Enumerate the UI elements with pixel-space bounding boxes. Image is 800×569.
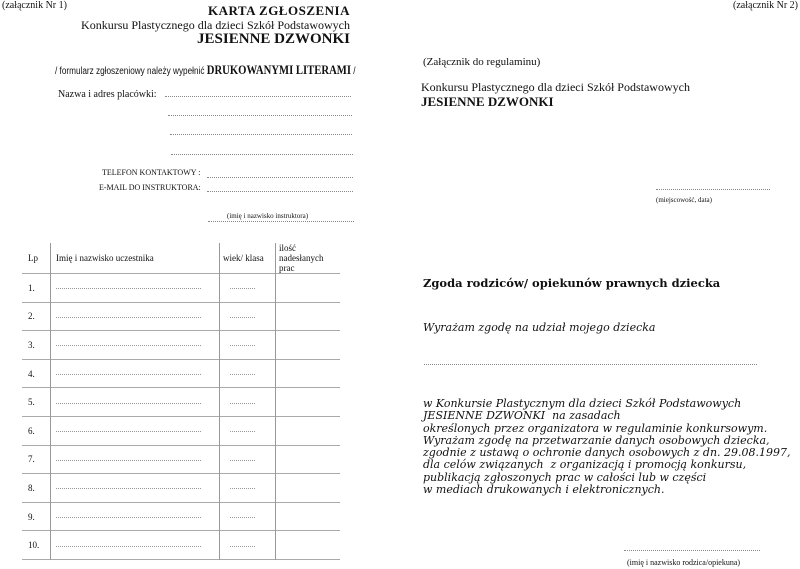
participant-name-cell[interactable] [51, 274, 220, 303]
participant-name-line[interactable] [56, 374, 201, 375]
instruction-prefix: / formularz zgłoszeniowy należy wypełnić [55, 66, 207, 77]
table-row [22, 531, 340, 560]
phone-field-line[interactable] [207, 177, 353, 178]
row-number: 2. [28, 311, 35, 322]
participant-name-line[interactable] [56, 517, 201, 518]
consent-subtitle: Konkursu Plastycznego dla dzieci Szkół Podstawowych [421, 80, 690, 94]
institution-label: Nazwa i adres placówki: [58, 89, 157, 100]
age-class-line[interactable] [230, 460, 255, 461]
participant-name-line[interactable] [56, 317, 201, 318]
instruction-suffix: / [350, 66, 356, 77]
age-class-line[interactable] [230, 345, 255, 346]
works-count-cell[interactable] [276, 445, 341, 474]
participant-name-cell[interactable] [51, 474, 220, 503]
row-number: 9. [28, 511, 35, 522]
parent-signature-line[interactable] [624, 550, 760, 551]
table-row [22, 416, 340, 445]
age-class-line[interactable] [230, 288, 255, 289]
table-header-row [22, 243, 340, 274]
age-class-cell[interactable] [220, 502, 276, 531]
age-class-line[interactable] [230, 317, 255, 318]
age-class-line[interactable] [230, 517, 255, 518]
age-class-cell[interactable] [220, 388, 276, 417]
consent-intro: Wyrażam zgodę na udział mojego dziecka [423, 321, 656, 334]
place-date-field-line[interactable] [656, 189, 770, 190]
table-row [22, 502, 340, 531]
participant-name-line[interactable] [56, 431, 201, 432]
participant-name-cell[interactable] [51, 416, 220, 445]
participant-name-cell[interactable] [51, 502, 220, 531]
works-count-cell[interactable] [276, 331, 341, 360]
table-row [22, 388, 340, 417]
attachment-label-1: (załącznik Nr 1) [2, 0, 67, 11]
works-count-cell[interactable] [276, 474, 341, 503]
consent-contest-name: JESIENNE DZWONKI [421, 94, 554, 109]
participant-name-cell[interactable] [51, 445, 220, 474]
annex-label: (Załącznik do regulaminu) [423, 56, 541, 68]
age-class-line[interactable] [230, 546, 255, 547]
table-row [22, 274, 340, 303]
participant-name-line[interactable] [56, 345, 201, 346]
institution-field-line-4[interactable] [171, 154, 353, 155]
participant-name-line[interactable] [56, 403, 201, 404]
header-age-class: wiek/ klasa [220, 243, 276, 274]
fill-instruction [55, 62, 356, 78]
participant-name-line[interactable] [56, 460, 201, 461]
phone-label: TELEFON KONTAKTOWY : [102, 168, 201, 177]
participant-name-cell[interactable] [51, 359, 220, 388]
works-count-cell[interactable] [276, 274, 341, 303]
age-class-cell[interactable] [220, 531, 276, 560]
attachment-label-2: (załącznik Nr 2) [733, 0, 798, 11]
participant-name-line[interactable] [56, 288, 201, 289]
child-name-field-line[interactable] [424, 364, 757, 365]
table-row [22, 359, 340, 388]
row-number: 1. [28, 282, 35, 293]
row-number: 10. [28, 540, 40, 551]
institution-field-line-1[interactable] [165, 96, 351, 97]
works-count-cell[interactable] [276, 502, 341, 531]
header-works-count: ilość nadesłanych prac [276, 243, 341, 274]
works-count-cell[interactable] [276, 388, 341, 417]
age-class-line[interactable] [230, 374, 255, 375]
works-count-cell[interactable] [276, 416, 341, 445]
form-subtitle: Konkursu Plastycznego dla dzieci Szkół Podstawowych [81, 18, 350, 32]
row-number: 8. [28, 482, 35, 493]
email-field-line[interactable] [207, 191, 353, 192]
row-number: 6. [28, 425, 35, 436]
table-row [22, 445, 340, 474]
row-number: 3. [28, 339, 35, 350]
row-number: 4. [28, 368, 35, 379]
instructor-caption: (imię i nazwisko instruktora) [227, 212, 309, 220]
contest-name: JESIENNE DZWONKI [197, 31, 350, 47]
parent-caption: (imię i nazwisko rodzica/opiekuna) [627, 558, 741, 567]
participant-name-cell[interactable] [51, 531, 220, 560]
works-count-cell[interactable] [276, 359, 341, 388]
row-number: 5. [28, 397, 35, 408]
participant-name-cell[interactable] [51, 331, 220, 360]
age-class-cell[interactable] [220, 474, 276, 503]
age-class-cell[interactable] [220, 302, 276, 331]
age-class-line[interactable] [230, 431, 255, 432]
consent-title: Zgoda rodziców/ opiekunów prawnych dziecka [423, 276, 721, 290]
table-row [22, 302, 340, 331]
participants-table [22, 243, 340, 560]
header-lp: Lp [28, 253, 38, 263]
consent-body: w Konkursie Plastycznym dla dzieci Szkół Podstawowych JESIENNE DZWONKI na zasadach określonych przez organizatora w regulaminie konkursowym. Wyrażam zgodę na przetwarzanie danych osobowych dziecka, zgodnie z ustawą o ochronie danych osobowych z dn. 29.08.1997, dla celów związanych z organizacją i promocją konkursu, publikacją zgłoszonych prac w całości lub w części w mediach drukowanych i elektronicznych. [423, 397, 791, 497]
institution-field-line-3[interactable] [170, 134, 352, 135]
age-class-line[interactable] [230, 403, 255, 404]
age-class-cell[interactable] [220, 331, 276, 360]
age-class-cell[interactable] [220, 274, 276, 303]
works-count-cell[interactable] [276, 302, 341, 331]
institution-field-line-2[interactable] [168, 115, 352, 116]
participant-name-line[interactable] [56, 488, 201, 489]
age-class-cell[interactable] [220, 359, 276, 388]
works-count-cell[interactable] [276, 531, 341, 560]
instructor-name-line[interactable] [208, 221, 354, 222]
row-number: 7. [28, 454, 35, 465]
email-label: E-MAIL DO INSTRUKTORA: [99, 183, 201, 192]
age-class-line[interactable] [230, 488, 255, 489]
header-participant-name: Imię i nazwisko uczestnika [51, 243, 220, 274]
participant-name-line[interactable] [56, 546, 201, 547]
table-row [22, 474, 340, 503]
age-class-cell[interactable] [220, 445, 276, 474]
place-date-caption: (miejscowość, data) [656, 196, 712, 204]
table-row [22, 331, 340, 360]
participant-name-cell[interactable] [51, 302, 220, 331]
participant-name-cell[interactable] [51, 388, 220, 417]
age-class-cell[interactable] [220, 416, 276, 445]
form-title: KARTA ZGŁOSZENIA [207, 3, 350, 18]
instruction-emphasis: DRUKOWANYMI LITERAMI [206, 62, 351, 77]
